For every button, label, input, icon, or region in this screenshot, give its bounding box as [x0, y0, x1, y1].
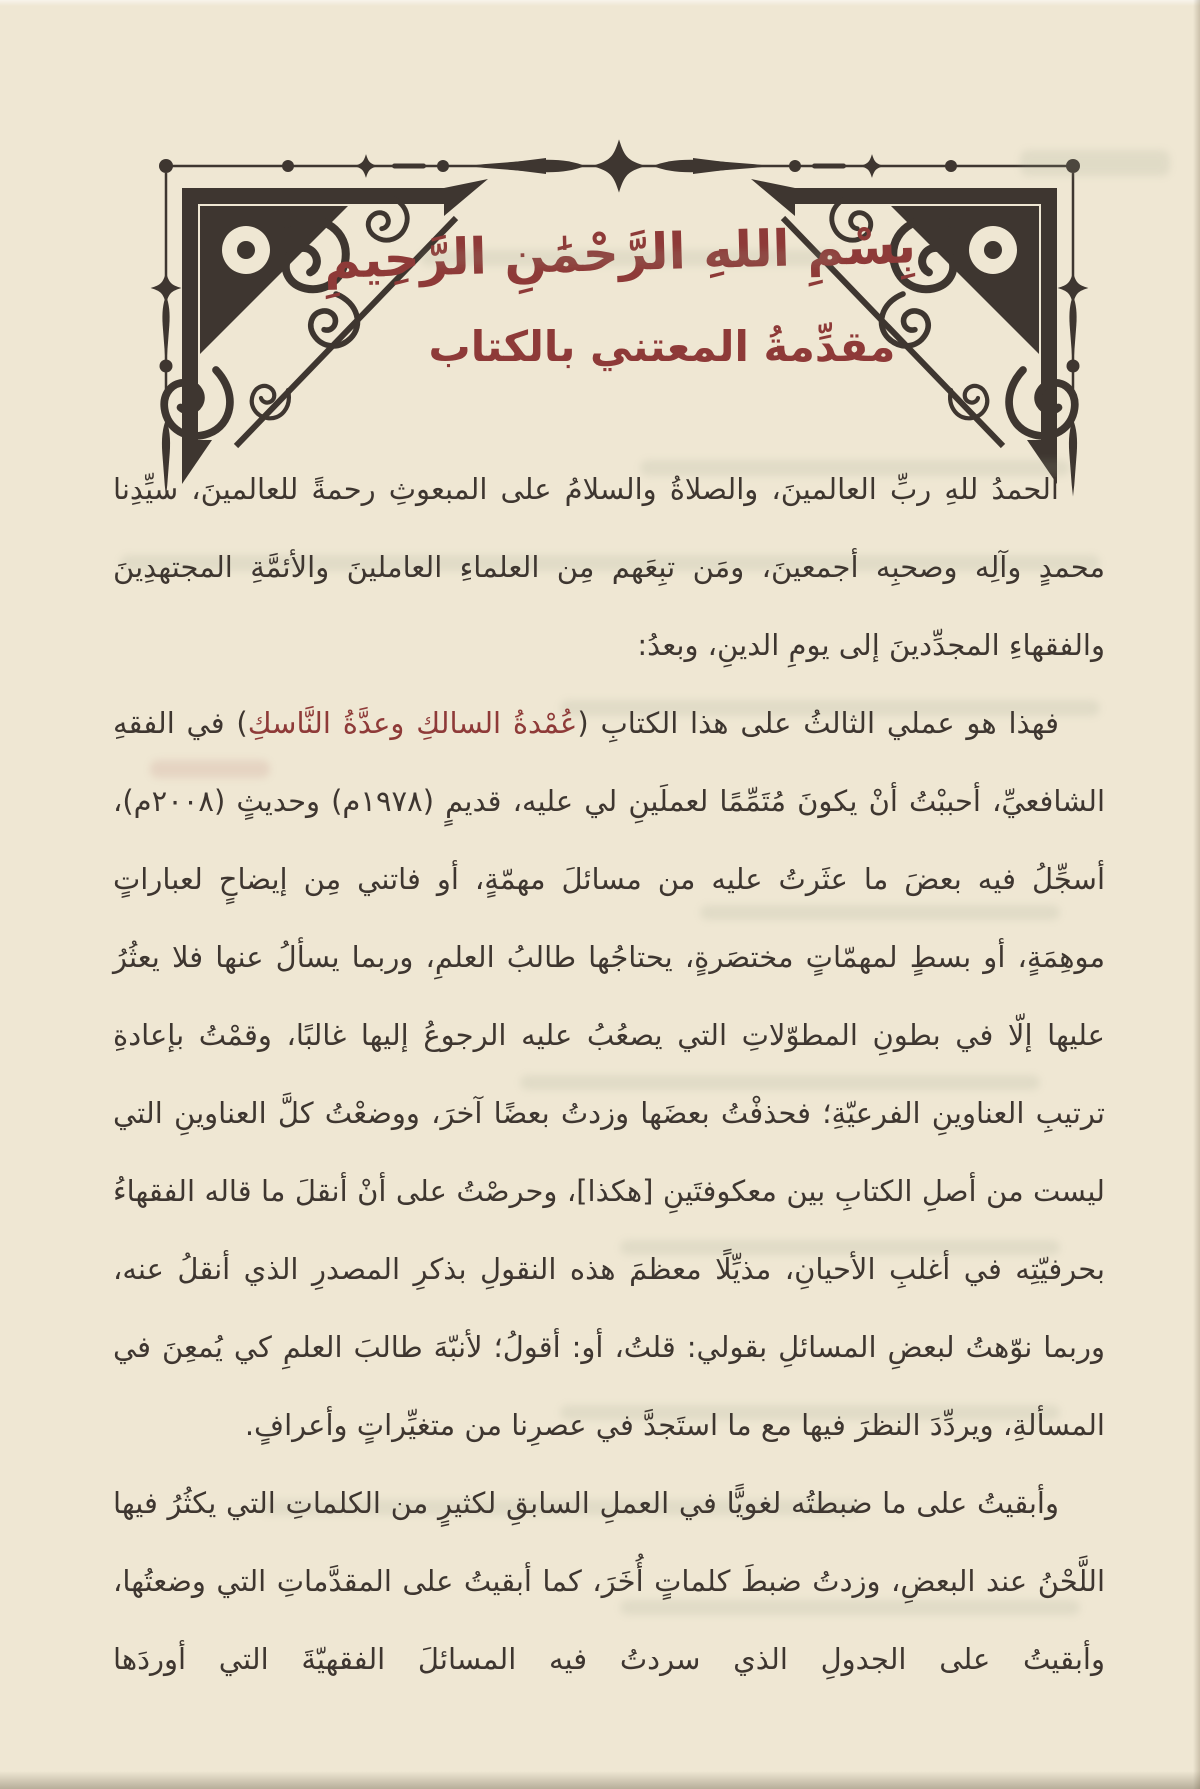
paragraph	[113, 684, 1105, 1464]
paragraph	[113, 1464, 1105, 1698]
bleed-through	[420, 250, 840, 266]
four-point-star-icon	[592, 139, 645, 192]
body-text	[113, 450, 1105, 1698]
chapter-title: مقدِّمةُ المعتني بالكتاب	[428, 322, 896, 371]
paragraph-text: ) في الفقهِ الشافعيِّ، أحببْتُ أنْ يكونَ مُتَمِّمًا لعملَينِ لي عليه، قديمٍ (١٩٧٨م) وحديثٍ (٢٠٠٨م)، أسجِّلُ فيه بعضَ ما عثَرتُ عليه من مسائلَ مهمّةٍ، أو فاتني مِن إيضاحٍ لعباراتٍ موهِمَةٍ، أو بسطٍ لمهمّاتٍ مختصَرةٍ، يحتاجُها طالبُ العلمِ، وربما يسألُ عنها فلا يعثُرُ عليها إلّا في بطونِ المطوّلاتِ التي يصعُبُ عليه الرجوعُ إليها غالبًا، وقمْتُ بإعادةِ ترتيبِ العناوينِ الفرعيّةِ؛ فحذفْتُ بعضَها وزدتُ بعضًا آخرَ، ووضعْتُ كلَّ العناوينِ التي ليست من أصلِ الكتابِ بين معكوفتَينِ [هكذا]، وحرصْتُ على أنْ أنقلَ ما قاله الفقهاءُ بحرفيّتِه في أغلبِ الأحيانِ، مذيِّلًا معظمَ هذه النقولِ بذكرِ المصدرِ الذي أنقلُ عنه، وربما نوّهتُ لبعضِ المسائلِ بقولي: قلتُ، أو: أقولُ؛ لأنبّهَ طالبَ العلمِ كي يُمعِنَ في المسألةِ، ويردِّدَ النظرَ فيها مع ما استَجدَّ في عصرِنا من متغيِّراتٍ وأعرافٍ.	[113, 706, 1106, 1442]
paragraph-text: الحمدُ للهِ ربِّ العالمينَ، والصلاةُ والسلامُ على المبعوثِ رحمةً للعالمينَ، سيِّدِنا محمدٍ وآلِه وصحبِه أجمعينَ، ومَن تبِعَهم مِن العلماءِ العاملينَ والأئمَّةِ المجتهدِينَ والفقهاءِ المجدِّدينَ إلى يومِ الدينِ، وبعدُ:	[113, 472, 1105, 662]
inline-book-title: عُمْدةُ السالكِ وعدَّةُ النَّاسكِ	[247, 706, 578, 740]
basmala-calligraphy: بِسْمِ اللهِ الرَّحْمَٰنِ الرَّحِيمِ	[323, 216, 917, 290]
paragraph-text: فهذا هو عملي الثالثُ على هذا الكتابِ (	[577, 706, 1059, 740]
paragraph	[113, 450, 1105, 684]
bleed-through	[1020, 150, 1170, 176]
page-edge-shadow	[1193, 0, 1200, 1789]
ornamental-frame	[138, 128, 1098, 498]
paragraph-text: وأبقيتُ على ما ضبطتُه لغويًّا في العملِ السابقِ لكثيرٍ من الكلماتِ التي يكثُرُ فيها اللَّحْنُ عند البعضِ، وزدتُ ضبطَ كلماتٍ أُخَرَ، كما أبقيتُ على المقدَّماتِ التي وضعتُها، وأبقيتُ على الجدولِ الذي سردتُ فيه المسائلَ الفقهيّةَ التي أوردَها	[113, 1486, 1105, 1676]
